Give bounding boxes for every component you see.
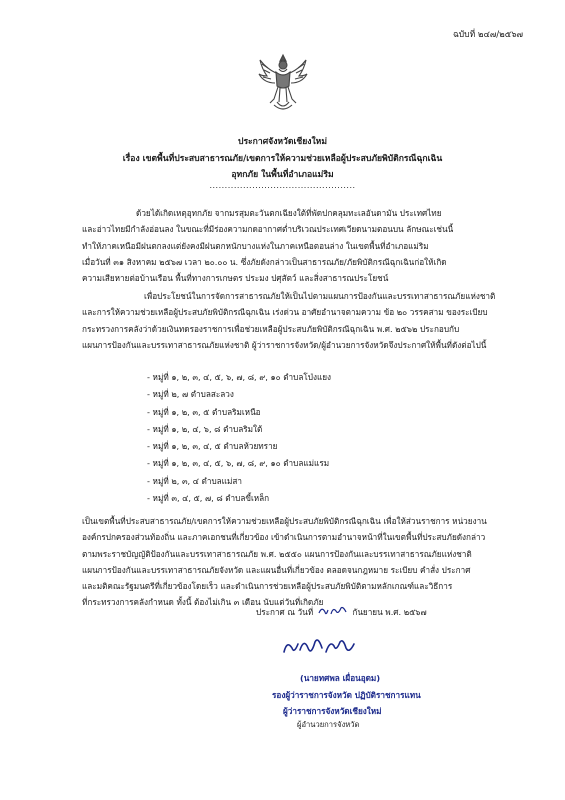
list-item: - หมู่ที่ ๓, ๔, ๕, ๗, ๘ ตำบลขี้เหล็ก	[147, 493, 270, 504]
paragraph-line: เป็นเขตพื้นที่ประสบสาธารณภัย/เขตการให้ความช่วยเหลือผู้ประสบภัยพิบัติกรณีฉุกเฉิน เพื่อให้ส่วนราชการ หน่วยงาน	[82, 516, 487, 526]
document-number: ฉบับที่ ๒๔๗/๒๕๖๗	[452, 30, 523, 40]
signer-title: รองผู้ว่าราชการจังหวัด ปฏิบัติราชการแทน	[272, 690, 421, 700]
paragraph-line: ที่กระทรวงการคลังกำหนด ทั้งนี้ ต้องไม่เกิน ๓ เดือน นับแต่วันที่เกิดภัย	[82, 597, 324, 608]
paragraph-line: แผนการป้องกันและบรรเทาสาธารณภัยแห่งชาติ ผู้ว่าราชการจังหวัด/ผู้อำนวยการจังหวัดจึงประกาศให้พื้นที่ดังต่อไปนี้	[82, 339, 487, 350]
paragraph-line: และการให้ความช่วยเหลือผู้ประสบภัยพิบัติกรณีฉุกเฉิน เร่งด่วน อาศัยอำนาจตามความ ข้อ ๒๐ วรรคสาม ของระเบียบ	[82, 307, 488, 318]
paragraph-incident	[82, 205, 502, 286]
handwritten-date-icon	[316, 604, 350, 618]
paragraph-line: ทำให้ภาคเหนือมีฝนตกลงแต่ยังคงมีฝนตกหนักบางแห่งในภาคเหนือตอนล่าง ในเขตพื้นที่อำเภอแม่ริม	[82, 240, 429, 251]
signer-title-governor: ผู้ว่าราชการจังหวัดเชียงใหม่	[283, 706, 382, 716]
paragraph-designation	[82, 513, 502, 611]
paragraph-line: ตามพระราชบัญญัติป้องกันและบรรเทาสาธารณภัย พ.ศ. ๒๕๕๐ แผนการป้องกันและบรรเทาสาธารณภัยแห่งชาติ	[82, 548, 472, 559]
announcement-date	[256, 604, 427, 619]
paragraph-line: กระทรวงการคลังว่าด้วยเงินทดรองราชการเพื่อช่วยเหลือผู้ประสบภัยพิบัติกรณีฉุกเฉิน พ.ศ. ๒๕๖๒ ประกอบกับ	[82, 323, 460, 334]
garuda-emblem-icon	[256, 52, 310, 114]
announcement-title: ประกาศจังหวัดเชียงใหม่	[237, 137, 327, 147]
date-prefix: ประกาศ ณ วันที่	[256, 607, 314, 617]
list-item: - หมู่ที่ ๑, ๒, ๓, ๔, ๕, ๖, ๗, ๘, ๙, ๑๐ ตำบลแม่แรม	[147, 458, 330, 469]
paragraph-line: เมื่อวันที่ ๓๑ สิงหาคม ๒๕๖๗ เวลา ๒๐.๐๐ น. ซึ่งภัยดังกล่าวเป็นสาธารณภัย/ภัยพิบัติกรณีฉุกเฉินก่อให้เกิด	[82, 256, 447, 267]
paragraph-line: องค์กรปกครองส่วนท้องถิ่น และภาคเอกชนที่เกี่ยวข้อง เข้าดำเนินการตามอำนาจหน้าที่ในเขตพื้นที่ประสบภัยดังกล่าว	[82, 532, 486, 543]
paragraph-line: ความเสียหายต่อบ้านเรือน พื้นที่ทางการเกษตร ประมง ปศุสัตว์ และสิ่งสาธารณประโยชน์	[82, 273, 389, 284]
date-suffix: กันยายน พ.ศ. ๒๕๖๗	[352, 607, 427, 617]
subject-line: เรื่อง เขตพื้นที่ประสบสาธารณภัย/เขตการให้ความช่วยเหลือผู้ประสบภัยพิบัติกรณีฉุกเฉิน	[122, 154, 443, 164]
paragraph-line: และอ่าวไทยมีกำลังอ่อนลง ในขณะที่มีร่องความกดอากาศต่ำบริเวณประเทศเวียดนามตอนบน ลักษณะเช่นนี้	[82, 224, 454, 235]
paragraph-line: เพื่อประโยชน์ในการจัดการสาธารณภัยให้เป็นไปตามแผนการป้องกันและบรรเทาสาธารณภัยแห่งชาติ	[144, 291, 496, 301]
signer-title-director: ผู้อำนวยการจังหวัด	[297, 720, 360, 729]
paragraph-authority	[82, 288, 502, 353]
signer-name: (นายทศพล เผื่อนอุดม)	[300, 673, 381, 683]
list-item: - หมู่ที่ ๑, ๒, ๓, ๕ ตำบลริมเหนือ	[147, 406, 261, 417]
paragraph-line: ด้วยได้เกิดเหตุอุทกภัย จากมรสุมตะวันตกเฉียงใต้ที่พัดปกคลุมทะเลอันดามัน ประเทศไทย	[136, 208, 442, 218]
list-item: - หมู่ที่ ๑, ๒, ๓, ๔, ๕ ตำบลห้วยทราย	[147, 441, 278, 452]
paragraph-line: แผนการป้องกันและบรรเทาสาธารณภัยจังหวัด และแผนอื่นที่เกี่ยวข้อง ตลอดจนกฎหมาย ระเบียบ คำสั่ง ประกาศ	[82, 564, 471, 575]
list-item: - หมู่ที่ ๑, ๒, ๔, ๖, ๘ ตำบลริมใต้	[147, 423, 263, 434]
list-item: - หมู่ที่ ๑, ๒, ๓, ๔, ๕, ๖, ๗, ๘, ๙, ๑๐ ตำบลโป่งแยง	[147, 372, 332, 382]
list-item: - หมู่ที่ ๒, ๓, ๔ ตำบลแม่สา	[147, 475, 242, 486]
subject-line-2: อุทกภัย ในพื้นที่อำเภอแม่ริม	[231, 170, 334, 180]
paragraph-line: และมติคณะรัฐมนตรีที่เกี่ยวข้องโดยเร็ว และดำเนินการช่วยเหลือผู้ประสบภัยพิบัติตามหลักเกณฑ์และวิธีการ	[82, 581, 453, 592]
list-item: - หมู่ที่ ๒, ๗ ตำบลสะลวง	[147, 389, 234, 400]
affected-area-list	[147, 369, 331, 507]
dotted-separator: ................................................	[209, 181, 356, 190]
signature-icon	[278, 630, 368, 664]
